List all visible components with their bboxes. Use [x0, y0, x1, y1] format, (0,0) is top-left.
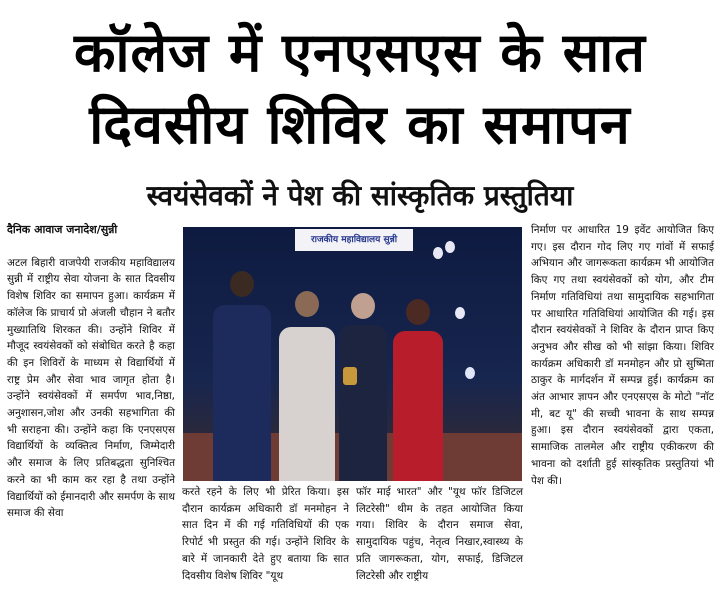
balloon-decoration	[465, 367, 475, 379]
balloon-decoration	[433, 247, 443, 259]
article-column-right	[531, 222, 714, 489]
headline-line-2: दिवसीय शिविर का समापन	[89, 93, 631, 156]
person-figure	[279, 327, 335, 481]
person-figure	[213, 305, 271, 481]
subheadline: स्वयंसेवकों ने पेश की सांस्कृतिक प्रस्तुतिया	[146, 179, 574, 212]
balloon-decoration	[455, 307, 465, 319]
article-text-right: निर्माण पर आधारित 19 इवेंट आयोजित किए गए। इस दौरान गोद लिए गए गांवों में सफाई अभियान और जागरूकता कार्यक्रम भी आयोजित किए गए तथा स्वयंसेवकों को योग, और टीम निर्माण गतिविधियां तथा सामुदायिक सहभागिता पर आधारित गतिविधियां आयोजित की गई। इस दौरान स्वयंसेवकों ने शिविर के दौरान प्राप्त किए अनुभव और सीख को भी सांझा किया। शिविर कार्यक्रम अधिकारी डॉ मनमोहन और प्रो सुष्मिता ठाकुर के मार्गदर्शन में सम्पन्न हुई। कार्यक्रम का अंत आभार ज्ञापन और एनएसएस के मोटो "नॉट मी, बट यू" की सच्ची भावना के साथ सम्पन्न हुआ। इस दौरान स्वयंसेवकों द्वारा एकता, सामाजिक तालमेल और राष्ट्रीय एकीकरण की भावना को दर्शाती हुई सांस्कृतिक प्रस्तुतियां भी पेश की।	[531, 224, 714, 487]
person-head	[295, 291, 319, 317]
headline-line-1: कॉलेज में एनएसएस के सात	[74, 21, 646, 84]
article-text-left: अटल बिहारी वाजपेयी राजकीय महाविद्यालय सुन्नी में राष्ट्रीय सेवा योजना के सात दिवसीय विशेष शिविर का समापन हुआ। कार्यक्रम में कॉलेज कि प्राचार्य प्रो अंजली चौहान ने बतौर मुख्यातिथि शिरकत की। उन्होंने शिविर में मौजूद स्वयंसेवकों को संबोधित करते है कहा की इन शिविरों के माध्यम से विद्यार्थियों में राष्ट्र प्रेम और सेवा भाव जागृत होता है। उन्होंने स्वयंसेवकों में समर्पण भाव,निष्ठा, अनुशासन,जोश और उनकी सहभागिता की भी सराहना की। उन्होंने कहा कि एनएसएस विद्यार्थियों के व्यक्तित्व निर्माण, जिम्मेदारी और समाज के लिए प्रतिबद्धता सुनिश्चित करने का भी काम कर रहा है तथा उन्होंने विद्यार्थियों को ईमानदारी और समर्पण के साथ समाज की सेवा	[7, 256, 175, 520]
person-figure	[393, 331, 443, 481]
person-head	[406, 299, 430, 325]
article-column-bottom-left	[182, 484, 349, 584]
person-figure	[339, 325, 387, 481]
byline: दैनिक आवाज जनादेश/सुन्नी	[7, 223, 118, 236]
news-photo	[183, 227, 522, 481]
balloon-decoration	[445, 241, 455, 253]
trophy-icon	[343, 367, 357, 385]
college-banner: राजकीय महाविद्यालय सुन्नी	[295, 229, 413, 251]
article-column-bottom-mid	[356, 484, 523, 584]
article-text-bottom-left: करते रहने के लिए भी प्रेरित किया। इस दौरान कार्यक्रम अधिकारी डॉ मनमोहन ने सात दिन में की गई गतिविधियों की एक रिपोर्ट भी प्रस्तुत की गई। उन्होंने शिविर के बारे में जानकारी देते हुए बताया कि सात दिवसीय विशेष शिविर "यूथ	[182, 486, 349, 582]
person-head	[351, 293, 375, 319]
article-text-bottom-mid: फॉर माई भारत" और "यूथ फॉर डिजिटल लिटरेसी" थीम के तहत आयोजित किया गया। शिविर के दौरान समाज सेवा, सामुदायिक पहुंच, नेतृत्व निखार,स्वास्थ्य के प्रति जागरूकता, योग, सफाई, डिजिटल लिटरेसी और राष्ट्रीय	[356, 486, 523, 582]
person-head	[230, 271, 254, 297]
article-column-left	[7, 222, 175, 522]
